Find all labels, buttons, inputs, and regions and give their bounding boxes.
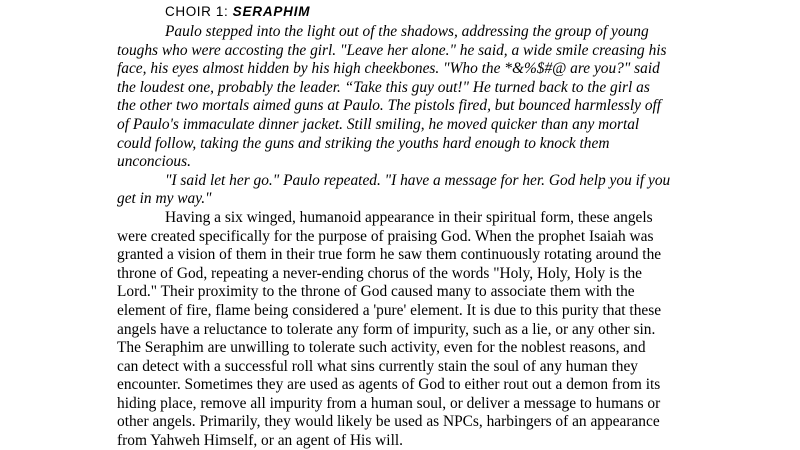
narrative-line: could follow, taking the guns and striking the youths hard enough to knock them: [117, 134, 610, 152]
description-line: were created specifically for the purpose of praising God. When the prophet Isaiah was: [117, 227, 654, 245]
narrative-line: get in my way.": [117, 190, 212, 208]
description-block: [117, 209, 677, 450]
description-line: throne of God, repeating a never-ending chorus of the words "Holy, Holy, Holy is the: [117, 264, 642, 282]
description-line: other angels. Primarily, they would likely be used as NPCs, harbingers of an appearance: [117, 413, 660, 431]
narrative-block: [117, 23, 677, 209]
description-line: from Yahweh Himself, or an agent of His will.: [117, 432, 403, 450]
body-text: [117, 23, 677, 450]
description-line: hiding place, remove all impurity from a human soul, or deliver a message to humans or: [117, 394, 661, 412]
narrative-line: face, his eyes almost hidden by his high cheekbones. "Who the *&%$#@ are you?" said: [117, 60, 660, 78]
narrative-line: of Paulo's immaculate dinner jacket. Still smiling, he moved quicker than any mortal: [117, 115, 640, 133]
narrative-line: the loudest one, probably the leader. “Take this guy out!" He turned back to the girl as: [117, 78, 650, 96]
description-line: angels have a reluctance to tolerate any form of impurity, such as a lie, or any other sin.: [117, 320, 656, 338]
description-line: can detect with a successful roll what sins currently stain the soul of any human they: [117, 357, 639, 375]
section-heading: [165, 3, 310, 22]
description-line: Having a six winged, humanoid appearance in their spiritual form, these angels: [165, 208, 653, 226]
narrative-line: "I said let her go." Paulo repeated. "I have a message for her. God help you if you: [165, 171, 671, 189]
section-prefix: CHOIR 1:: [165, 4, 233, 19]
description-line: encounter. Sometimes they are used as agents of God to either rout out a demon from its: [117, 376, 661, 394]
description-line: element of fire, flame being considered a 'pure' element. It is due to this purity that these: [117, 301, 662, 319]
narrative-line: unconcious.: [117, 153, 191, 171]
narrative-line: Paulo stepped into the light out of the shadows, addressing the group of young: [165, 23, 649, 40]
section-name: SERAPHIM: [232, 4, 311, 19]
narrative-line: the other two mortals aimed guns at Paulo. The pistols fired, but bounced harmlessly off: [117, 97, 662, 115]
narrative-line: toughs who were accosting the girl. "Leave her alone." he said, a wide smile creasing his: [117, 41, 667, 59]
description-line: granted a vision of them in their true form he saw them continuously rotating around the: [117, 246, 662, 264]
description-line: Lord." Their proximity to the throne of God caused many to associate them with the: [117, 283, 635, 301]
description-line: The Seraphim are unwilling to tolerate such activity, even for the noblest reasons, and: [117, 339, 646, 357]
